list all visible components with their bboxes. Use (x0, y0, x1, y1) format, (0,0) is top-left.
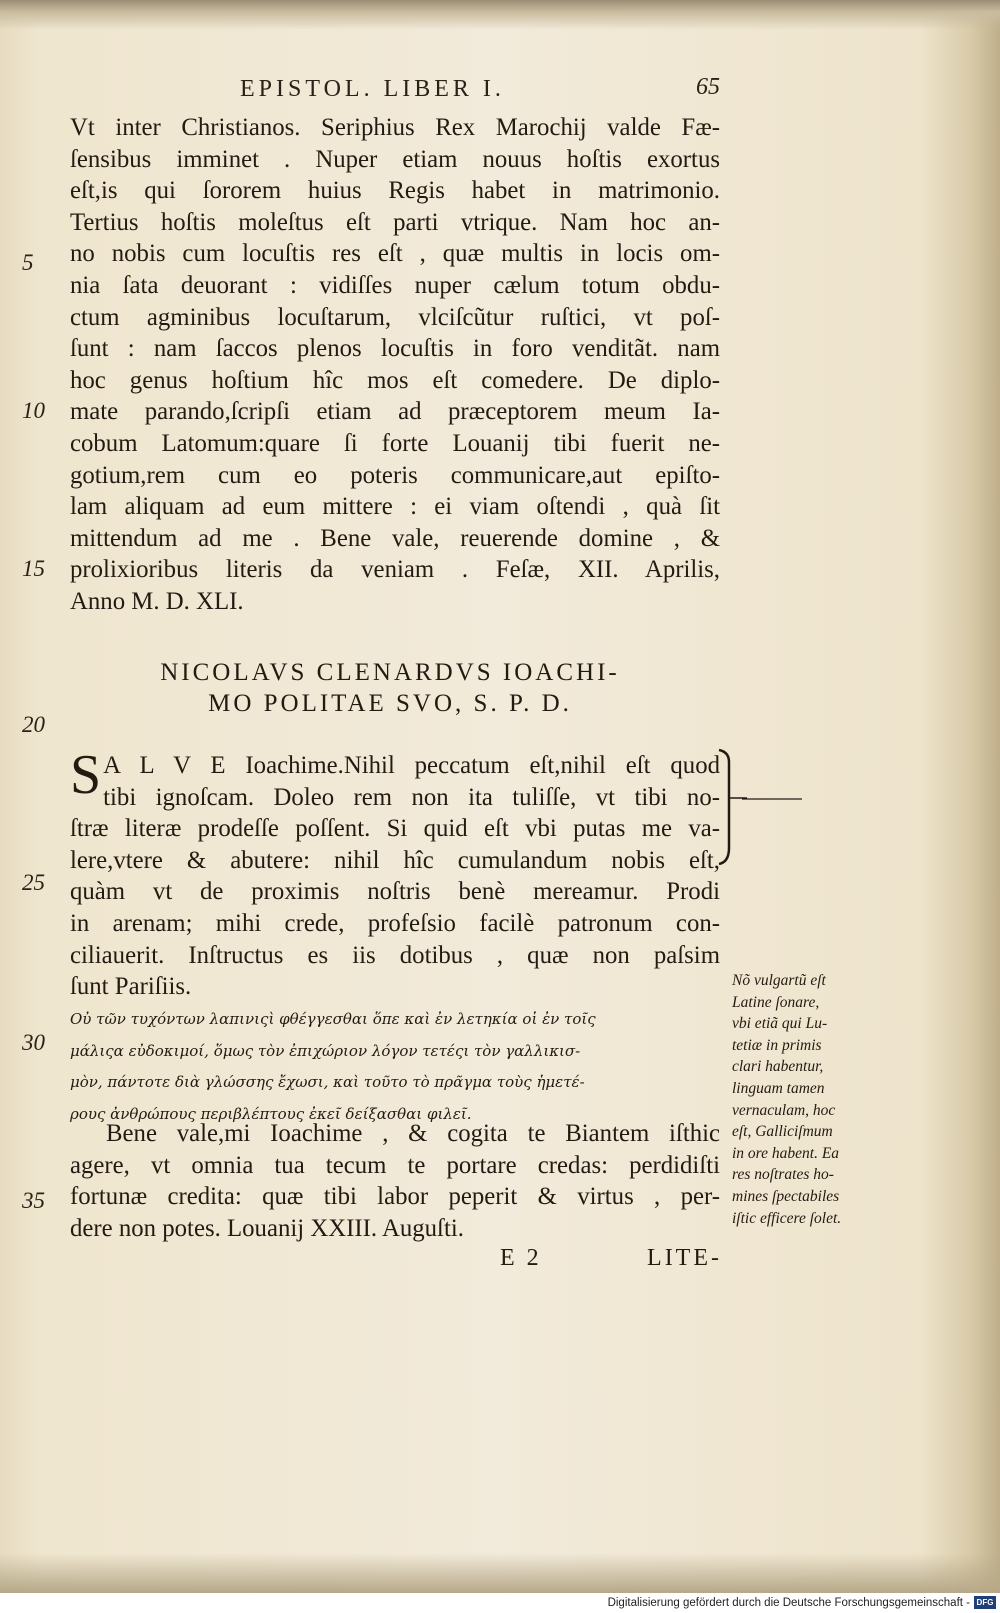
line-number: 25 (22, 870, 45, 895)
running-title: EPISTOL. LIBER I. (240, 76, 505, 102)
note-line: tetiæ in primis (732, 1036, 822, 1054)
page-number: 65 (696, 74, 720, 100)
note-line: in ore habent. Ea (732, 1144, 840, 1162)
text-line: nia ſata deuorant : vidiſſes nuper cælum totum obdu- (70, 271, 720, 299)
catchword: LITE- (647, 1245, 722, 1271)
note-line: Nõ vulgartũ eſt (732, 972, 826, 989)
text-line: ſunt Pariſiis. (70, 973, 192, 1001)
text-block-previous-letter (70, 112, 720, 618)
text-line: ctum agminibus locuſtarum, vlciſcũtur ruſtici, vt poſ- (70, 303, 720, 331)
text-line: lere,vtere & abutere: nihil hîc cumulandum nobis eſt, (70, 846, 720, 874)
running-header (240, 76, 720, 103)
marginal-note (732, 970, 872, 1229)
heading-line: NICOLAVS CLENARDVS IOACHI- (160, 659, 620, 686)
text-line: Vt inter Christianos. Seriphius Rex Marochij valde Fæ- (70, 114, 720, 141)
text-line: cobum Latomum:quare ſi forte Louanij tibi fuerit ne- (70, 429, 720, 457)
greek-line: Οὐ τῶν τυχόντων λαπινιςὶ φθέγγεσθαι ὅπε καὶ ἐν λετηκία οἱ ἐν τοῖς (70, 1010, 596, 1028)
greek-passage (70, 1004, 720, 1130)
text-line: mate parando,ſcripſi etiam ad præceptorem meum Ia- (70, 398, 720, 426)
signature-mark: E 2 (500, 1245, 542, 1271)
heading-line: MO POLITAE SVO, S. P. D. (208, 690, 572, 717)
line-number: 30 (22, 1030, 45, 1055)
greek-line: μὸν, πάντοτε διὰ γλώσσης ἔχωσι, καὶ τοῦτο τὸ πρᾶγμα τοὺς ἡμετέ- (70, 1073, 585, 1092)
greek-line: μάλιςα εὐδοκιμοί, ὅμως τὸν ἐπιχώριον λόγον τετέςι τὸν γαλλικισ- (70, 1041, 581, 1060)
line-number: 15 (22, 556, 45, 581)
note-line: mines ſpectabiles (732, 1187, 840, 1205)
letter-heading (100, 657, 680, 719)
text-line: agere, vt omnia tua tecum te portare credas: perdidiſti (70, 1151, 720, 1179)
text-line: hoc genus hoſtium hîc mos eſt comedere. De diplo- (70, 366, 720, 394)
note-line: eſt, Galliciſmum (732, 1123, 833, 1141)
text-line: gotium,rem cum eo poteris communicare,aut epiſto- (70, 461, 720, 489)
first-line-text: A L V E Ioachime.Nihil peccatum eſt,nihil eſt quod (103, 752, 720, 779)
text-line: in arenam; mihi crede, profeſsio facilè patronum con- (70, 909, 720, 937)
greek-line: ρους ἀνθρώπους περιβλέπτους ἐκεῖ δείξασθαι φιλεῖ. (70, 1104, 472, 1123)
note-line: vbi etiã qui Lu- (732, 1015, 828, 1033)
text-line: Bene vale,mi Ioachime , & cogita te Biantem iſthic (106, 1120, 720, 1147)
text-line: eſt,is qui ſororem huius Regis habet in matrimonio. (70, 177, 720, 205)
digitization-footer (0, 1593, 1000, 1613)
line-number: 35 (22, 1188, 45, 1213)
note-line: clari habentur, (732, 1058, 824, 1076)
letter-closing (70, 1118, 720, 1244)
text-line: tibi ignoſcam. Doleo rem non ita tuliſſe, vt tibi no- (103, 783, 720, 811)
text-line: ciliauerit. Inſtructus es iis dotibus , quæ non paſsim (70, 941, 720, 969)
footer-credit: Digitalisierung gefördert durch die Deutsche Forschungsgemeinschaft - (607, 1597, 970, 1609)
line-number: 20 (22, 712, 45, 737)
text-line: ſtræ literæ prodeſſe poſſent. Si quid eſt vbi putas me va- (70, 815, 720, 843)
note-line: res noſtrates ho- (732, 1166, 834, 1184)
text-line: ſunt : nam ſaccos plenos locuſtis in foro venditãt. nam (70, 335, 720, 363)
text-line: ſensibus imminet . Nuper etiam nouus hoſtis exortus (70, 145, 720, 173)
text-line: quàm vt de proximis noſtris benè mereamur. Prodi (70, 878, 720, 906)
text-line: dere non potes. Louanij XXIII. Auguſti. (70, 1214, 464, 1242)
text-line: lam aliquam ad eum mittere : ei viam oſtendi , quà ſit (70, 493, 720, 521)
margin-rule-icon (742, 796, 802, 802)
dfg-logo-icon: DFG (974, 1596, 996, 1609)
text-line: mittendum ad me . Bene vale, reuerende domine , & (70, 524, 720, 552)
text-line: Anno M. D. XLI. (70, 587, 244, 615)
note-line: vernaculam, hoc (732, 1101, 836, 1119)
line-number: 5 (22, 250, 34, 275)
note-line: Latine ſonare, (732, 993, 820, 1011)
text-line: prolixioribus literis da veniam . Feſæ, XII. Aprilis, (70, 556, 720, 584)
text-line: Tertius hoſtis moleſtus eſt parti vtrique. Nam hoc an- (70, 208, 720, 236)
drop-cap: S (70, 744, 102, 806)
letter-body (70, 744, 720, 1003)
text-line: fortunæ credita: quæ tibi labor peperit & virtus , per- (70, 1183, 720, 1211)
note-line: iſtic efficere ſolet. (732, 1209, 842, 1227)
text-line: no nobis cum locuſtis res eſt , quæ multis in locis om- (70, 240, 720, 268)
note-line: linguam tamen (732, 1079, 825, 1097)
margin-bracket-icon (715, 748, 747, 866)
line-number: 10 (22, 398, 45, 423)
